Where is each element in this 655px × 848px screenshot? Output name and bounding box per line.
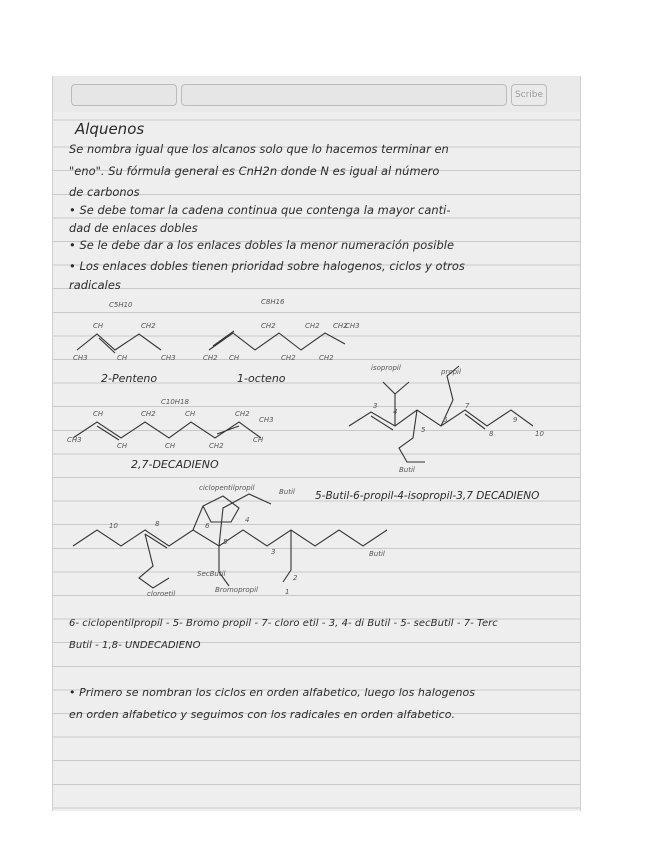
decadiene-label-5: CH: [165, 442, 176, 450]
decadiene-label-9: CH: [253, 436, 264, 444]
complex2-label-butil-right: Butil: [369, 550, 385, 558]
decadiene-chain: [73, 422, 261, 438]
final-note-line-2: en orden alfabetico y seguimos con los radicales en orden alfabetico.: [69, 708, 456, 721]
complex2-label-butil-top: Butil: [279, 488, 295, 496]
complex2-num-5: 5: [223, 538, 228, 546]
complex2-num-8: 8: [155, 520, 160, 528]
pentene-name: 2-Penteno: [101, 372, 158, 385]
pentene-label-4: CH2: [141, 322, 156, 330]
complex2-num-10: 10: [109, 522, 118, 530]
octene-formula: C8H16: [261, 298, 285, 306]
decadiene-name: 2,7-DECADIENO: [131, 458, 219, 471]
decadiene-label-3: CH: [117, 442, 128, 450]
complex2-num-1: 1: [285, 588, 290, 596]
octene-label-6: CH2: [319, 354, 334, 362]
complex1-double-bond-2: [465, 414, 485, 429]
pentene-chain: [77, 334, 161, 350]
octene-label-1: CH2: [203, 354, 218, 362]
body-line-4: • Se debe tomar la cadena continua que contenga la mayor canti-: [69, 203, 451, 217]
octene-label-5: CH2: [305, 322, 320, 330]
complex1-num-5: 5: [421, 426, 426, 434]
pentene-formula: C5H10: [109, 301, 133, 309]
decadiene-double-bond-2: [217, 426, 239, 434]
complex2-num-6: 6: [205, 522, 210, 530]
complex1-num-3: 3: [373, 402, 378, 410]
complex2-num-2: 2: [293, 574, 298, 582]
final-note-line-1: • Primero se nombran los ciclos en orden alfabetico, luego los halogenos: [69, 686, 476, 699]
pentene-label-5: CH3: [161, 354, 176, 362]
complex1-label-isopropil: isopropil: [371, 364, 401, 372]
isopropil-branch: [383, 382, 398, 426]
complex2-label-secbutil: SecButil: [197, 570, 226, 578]
decadiene-label-8: CH2: [235, 410, 250, 418]
complex1-label-butil: Butil: [399, 466, 415, 474]
pentene-double-bond: [99, 338, 115, 353]
body-line-6: • Se le debe dar a los enlaces dobles la menor numeración posible: [69, 238, 455, 252]
structures-drawing: [53, 76, 580, 811]
decadiene-label-1: CH3: [67, 436, 82, 444]
octene-label-3: CH2: [261, 322, 276, 330]
complex1-chain: [349, 410, 533, 426]
body-line-3: de carbonos: [69, 185, 140, 199]
bromopropil-branch: [219, 546, 229, 586]
cloroethyl-branch: [139, 534, 169, 588]
notebook-page: [52, 76, 581, 811]
complex1-num-10: 10: [535, 430, 544, 438]
octene-chain: [209, 333, 345, 350]
complex1-num-7: 7: [465, 402, 470, 410]
pentene-label-3: CH: [117, 354, 128, 362]
complex1-num-6: 6: [443, 416, 448, 424]
complex1-num-9: 9: [513, 416, 518, 424]
pentene-label-1: CH3: [73, 354, 88, 362]
butil-ring: [399, 410, 425, 462]
complex1-name: 5-Butil-6-propil-4-isopropil-3,7 DECADIENO: [315, 490, 540, 502]
octene-label-2: CH: [229, 354, 240, 362]
octene-name: 1-octeno: [237, 372, 286, 385]
complex2-num-4: 4: [245, 516, 250, 524]
body-line-5: dad de enlaces dobles: [69, 221, 198, 235]
complex1-num-4: 4: [393, 408, 398, 416]
decadiene-label-6: CH: [185, 410, 196, 418]
complex2-num-3: 3: [271, 548, 276, 556]
octene-double-bond: [213, 331, 234, 346]
vinyl-branch: [283, 530, 291, 582]
body-line-7: • Los enlaces dobles tienen prioridad sobre halogenos, ciclos y otros: [69, 259, 465, 273]
decadiene-formula: C10H18: [161, 398, 189, 406]
decadiene-label-2: CH: [93, 410, 104, 418]
body-line-8: radicales: [69, 278, 121, 292]
octene-label-8: CH3: [345, 322, 360, 330]
octene-label-7: CH2: [333, 322, 348, 330]
decadiene-double-bond-1: [97, 426, 119, 440]
complex1-num-8: 8: [489, 430, 494, 438]
cyclopentyl-ring: [193, 496, 239, 530]
octene-label-4: CH2: [281, 354, 296, 362]
brand-label: Scribe: [511, 84, 547, 106]
long-name-line-2: Butil - 1,8- UNDECADIENO: [69, 640, 201, 651]
long-name-line-1: 6- ciclopentilpropil - 5- Bromo propil - 7- cloro etil - 3, 4- di Butil - 5- secButil - 7- Terc: [69, 618, 498, 629]
decadiene-label-7: CH2: [209, 442, 224, 450]
body-line-1: Se nombra igual que los alcanos solo que lo hacemos terminar en: [69, 142, 449, 156]
complex2-chain: [73, 530, 387, 546]
body-line-2: "eno". Su fórmula general es CnH2n donde N es igual al número: [69, 164, 440, 178]
pentene-label-2: CH: [93, 322, 104, 330]
page-title: Alquenos: [75, 120, 145, 138]
decadiene-label-10: CH3: [259, 416, 274, 424]
decadiene-label-4: CH2: [141, 410, 156, 418]
complex1-label-propil: propil: [441, 368, 461, 376]
complex2-label-cyclopentylpropil: ciclopentilpropil: [199, 484, 255, 492]
complex2-label-cloroetil: cloroetil: [147, 590, 176, 598]
complex2-label-bromopropil: Bromopropil: [215, 586, 259, 594]
